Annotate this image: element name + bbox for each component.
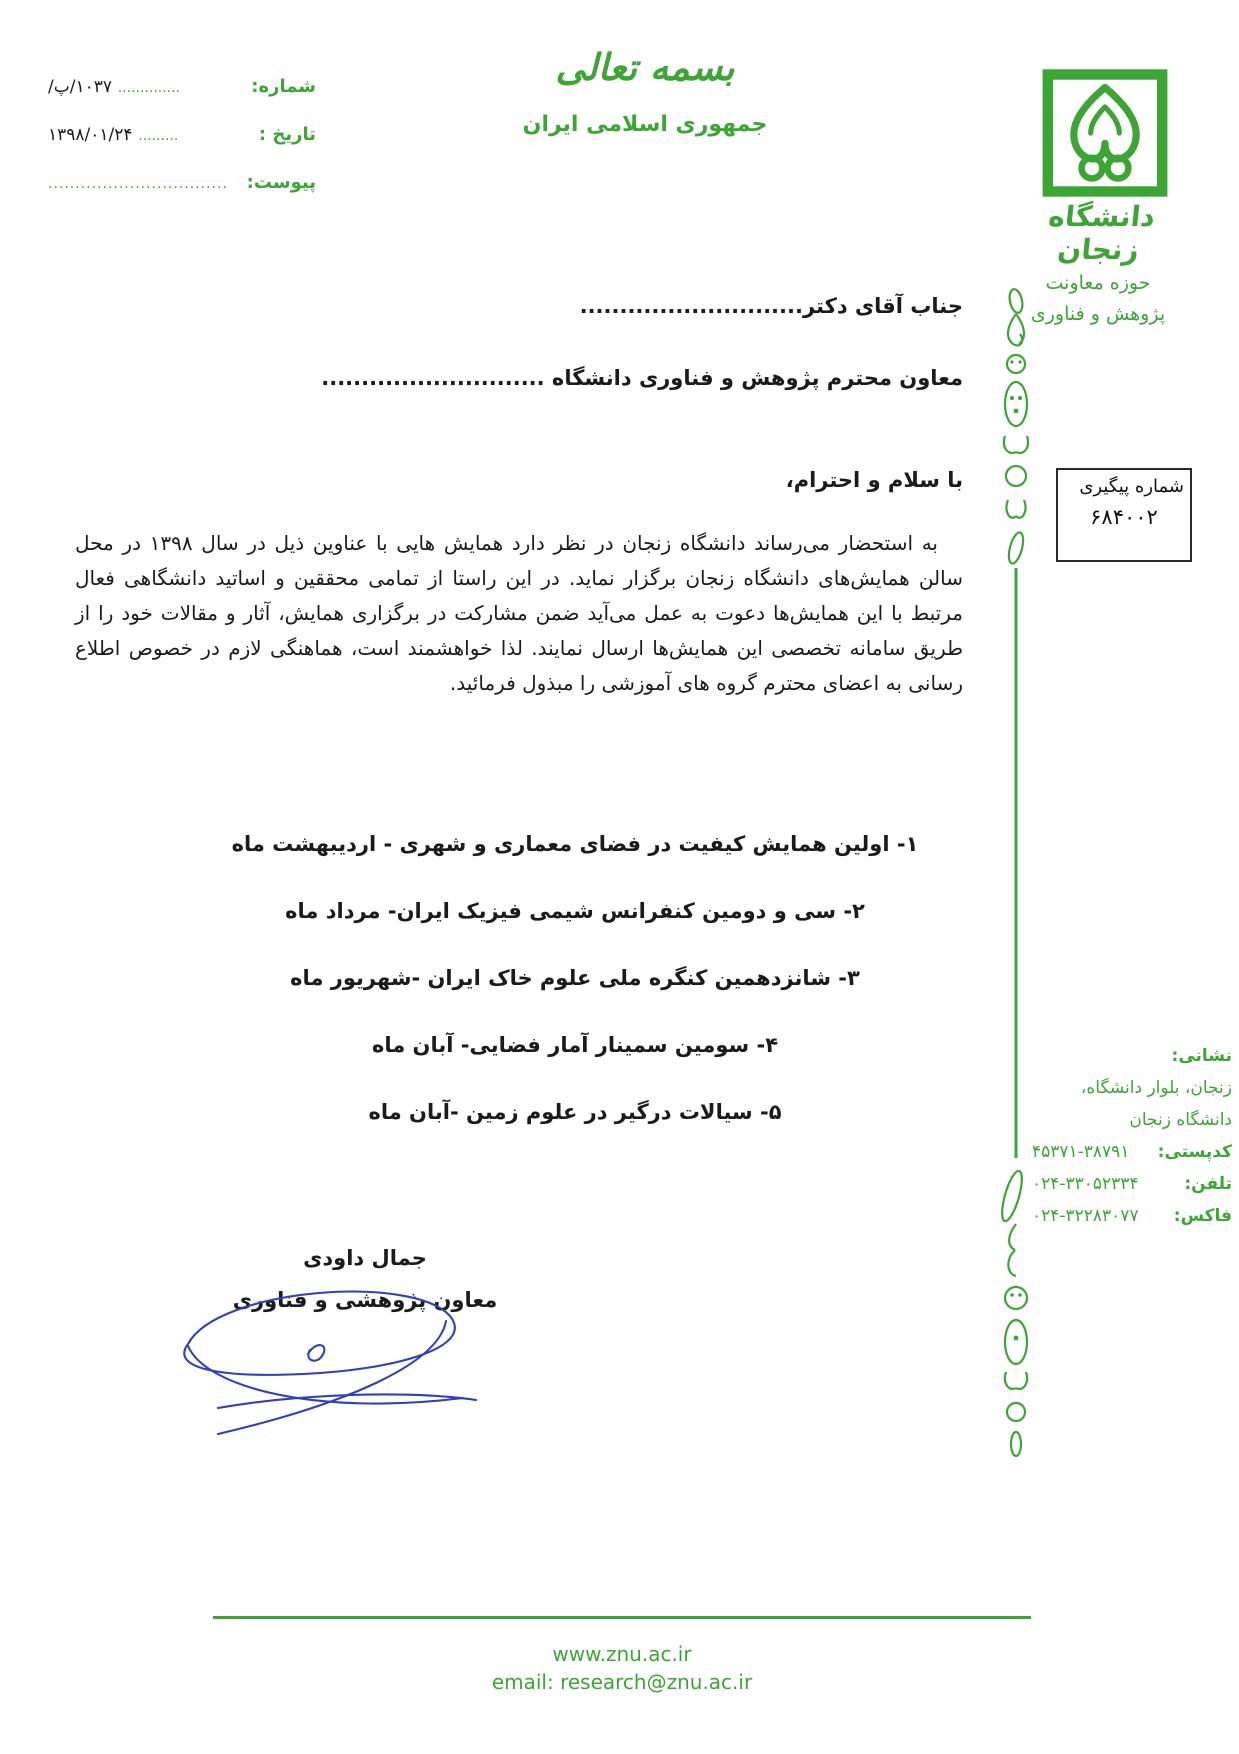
address-line1: زنجان، بلوار دانشگاه،	[1080, 1078, 1232, 1098]
postal-value: ۴۵۳۷۱-۳۸۷۹۱	[1032, 1142, 1130, 1162]
department-title	[1012, 268, 1184, 330]
footer-email: email: research@znu.ac.ir	[491, 1670, 753, 1694]
contact-block	[1032, 1040, 1232, 1232]
ref-number-label: شماره:	[251, 76, 316, 97]
events-list	[180, 832, 970, 1167]
address-label: نشانی:	[1171, 1046, 1232, 1066]
date-label: تاریخ :	[258, 124, 316, 145]
event-item-1: ۱- اولین همایش کیفیت در فضای معماری و شهری - اردیبهشت ماه	[231, 832, 919, 856]
salutation: با سلام و احترام،	[785, 468, 963, 492]
ornamental-border	[999, 286, 1033, 1462]
signer-name: جمال داودی	[303, 1246, 427, 1270]
event-item-5: ۵- سیالات درگیر در علوم زمین -آبان ماه	[368, 1100, 782, 1124]
addressee-line2: معاون محترم پژوهش و فناوری دانشگاه ............................	[321, 366, 963, 390]
ref-number-value: ۱۰۳۷/پ/	[48, 77, 112, 97]
event-item-4: ۴- سومین سمینار آمار فضایی- آبان ماه	[371, 1033, 779, 1057]
ref-number-dots: ..............	[117, 80, 181, 96]
attachment-dots: .................................	[48, 176, 228, 192]
date-row	[48, 124, 316, 145]
event-item-2: ۲- سی و دومین کنفرانس شیمی فیزیک ایران- مرداد ماه	[285, 899, 865, 923]
signer-title: معاون پژوهشی و فناوری	[232, 1288, 498, 1312]
university-name-calligraphy: دانشگاه زنجان	[1046, 200, 1157, 266]
footer-website: www.znu.ac.ir	[552, 1642, 692, 1666]
tracking-label: شماره پیگیری	[1079, 476, 1184, 497]
handwritten-signature	[158, 1266, 492, 1448]
department-line2: پژوهش و فناوری	[1030, 303, 1166, 325]
republic-title: جمهوری اسلامی ایران	[522, 112, 768, 137]
attachment-label: پیوست:	[246, 172, 316, 193]
university-logo-icon	[1038, 68, 1172, 198]
date-dots: .........	[138, 128, 179, 144]
event-item-3: ۳- شانزدهمین کنگره ملی علوم خاک ایران -شهریور ماه	[290, 966, 860, 990]
department-line1: حوزه معاونت	[1045, 272, 1151, 294]
tracking-number: ۶۸۴۰۰۲	[1090, 505, 1158, 529]
phone-label: تلفن:	[1184, 1174, 1232, 1194]
footer-divider	[213, 1616, 1031, 1619]
phone-value: ۰۲۴-۳۳۰۵۲۳۳۴	[1032, 1174, 1139, 1194]
fax-label: فاکس:	[1173, 1206, 1232, 1226]
date-value: ۱۳۹۸/۰۱/۲۴	[48, 125, 133, 145]
letter-paragraph: به استحضار می‌رساند دانشگاه زنجان در نظر دارد همایش هایی با عناوین ذیل در سال ۱۳۹۸ در محل سالن همایش‌های دانشگاه زنجان برگزار نماید. در این راستا از تمامی محققین و اساتید دانشگاهی فعال مرتبط با این همایش‌ها دعوت به عمل می‌آید ضمن مشارکت در برگزاری همایش، آثار و مقالات خود را از طریق سامانه تخصصی این همایش‌ها ارسال نمایند. لذا خواهشمند است، هماهنگی لازم در خصوص اطلاع رسانی به اعضای محترم گروه های آموزشی را مبذول فرمائید.	[75, 531, 963, 695]
address-line2: دانشگاه زنجان	[1129, 1110, 1232, 1130]
postal-label: کدپستی:	[1157, 1142, 1232, 1162]
ref-number-row	[48, 76, 316, 97]
attachment-row	[48, 172, 316, 193]
fax-value: ۰۲۴-۳۲۲۸۳۰۷۷	[1032, 1206, 1139, 1226]
tracking-number-box	[1056, 468, 1192, 562]
addressee-line1: جناب آقای دکتر............................	[579, 294, 963, 318]
bismillah-calligraphy: بسمه تعالی	[555, 46, 735, 89]
